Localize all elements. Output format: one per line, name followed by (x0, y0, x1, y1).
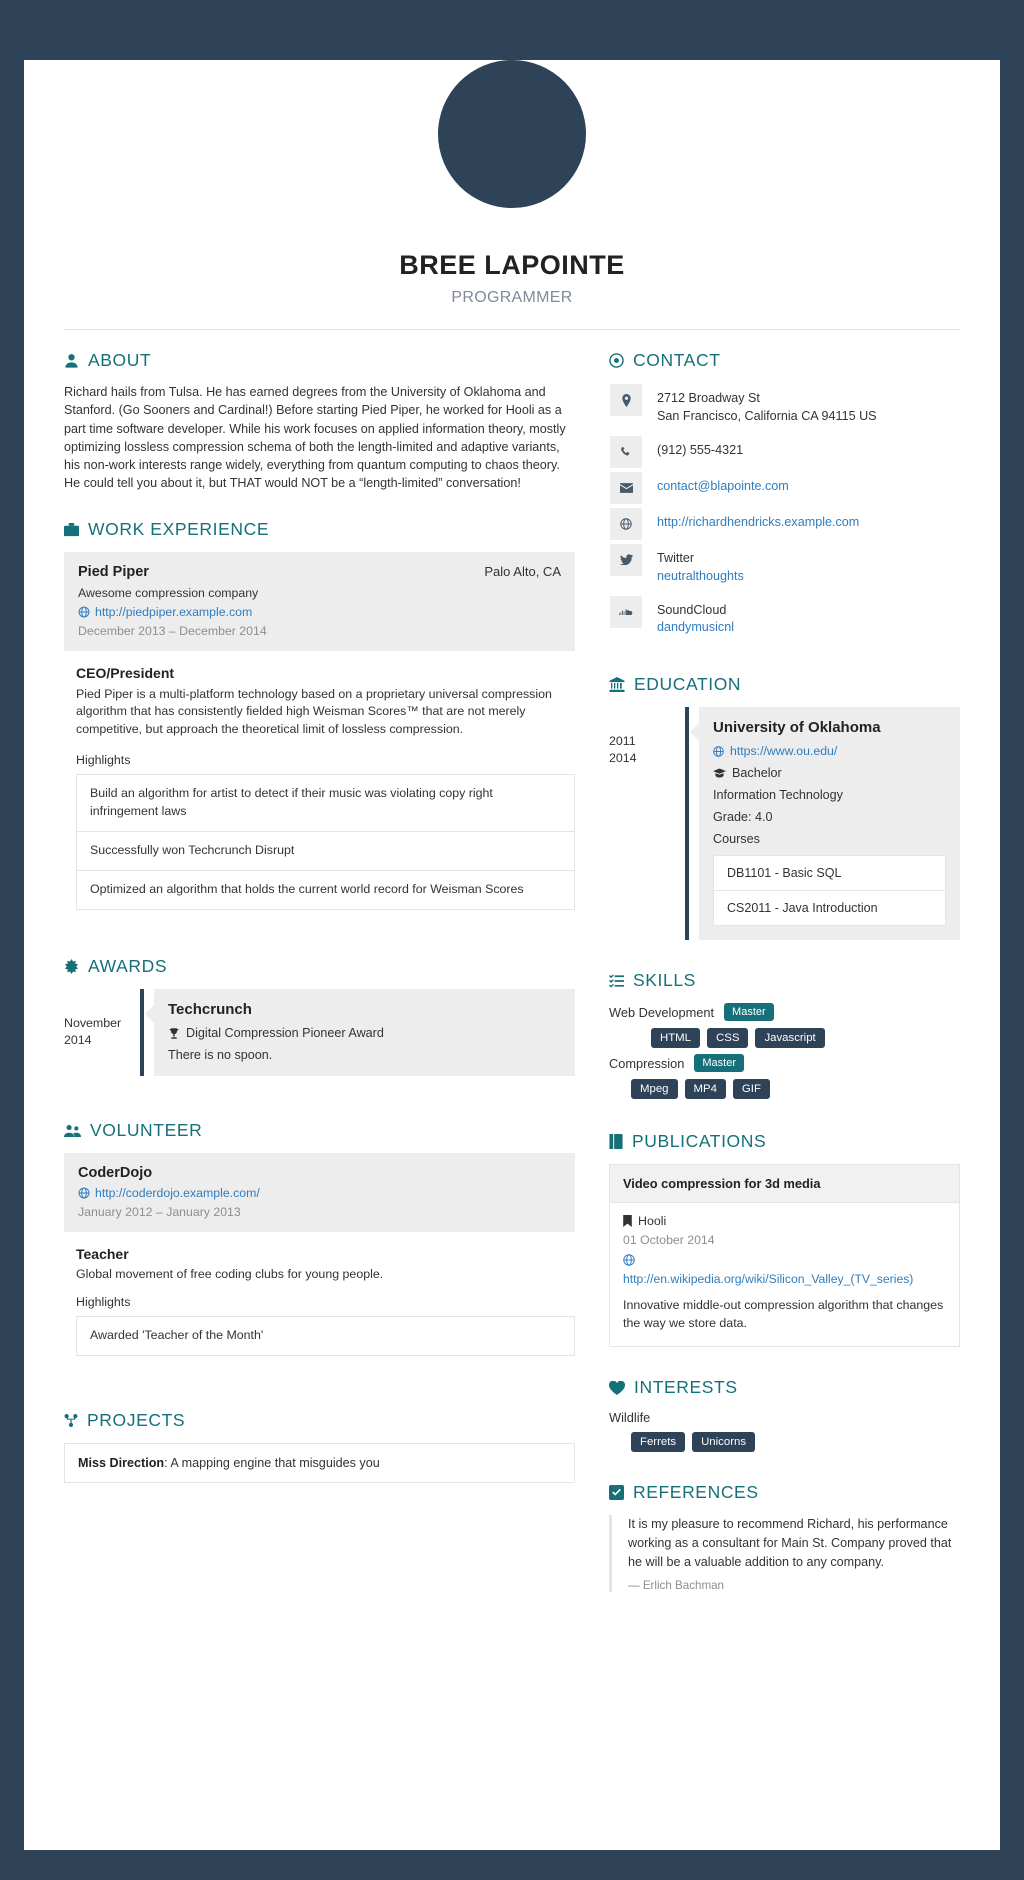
skill-item (609, 1003, 960, 1021)
email-link[interactable]: contact@blapointe.com (657, 478, 789, 493)
tag: Ferrets (631, 1432, 685, 1452)
interest-item (609, 1410, 960, 1425)
tag: Javascript (755, 1028, 824, 1048)
section-projects-label: PROJECTS (87, 1410, 186, 1431)
education-courses (713, 855, 946, 926)
section-projects-title (64, 1410, 575, 1431)
trophy-icon (168, 1027, 180, 1040)
contact-phone: (912) 555-4321 (657, 442, 744, 457)
tag: GIF (733, 1079, 770, 1099)
volunteer-website-link[interactable]: http://coderdojo.example.com/ (95, 1186, 260, 1201)
contact-phone-row (609, 435, 960, 469)
tag: Mpeg (631, 1079, 678, 1099)
project-item (64, 1443, 575, 1483)
section-publications-title (609, 1131, 960, 1152)
contact-website-row[interactable] (609, 507, 960, 541)
volunteer-organization: CoderDojo (78, 1165, 153, 1182)
project-separator: : (164, 1456, 171, 1471)
interest-name: Wildlife (609, 1410, 651, 1426)
education-date-line1: 2011 (609, 734, 636, 749)
education-timeline (609, 707, 960, 940)
education-date (609, 707, 677, 940)
publication-card (609, 1164, 960, 1347)
awards-timeline (64, 989, 575, 1076)
section-work-title (64, 519, 575, 540)
work-summary: Pied Piper is a multi-platform technology based on a proprietary universal compression algorithm that has consistently fielded high Weisman Scores™ that are not merely competitive, but approach the theoretical limit of lossless compression. (76, 686, 552, 737)
right-column (609, 344, 960, 1592)
work-highlights-label: Highlights (76, 753, 131, 768)
project-name: Miss Direction (78, 1456, 165, 1471)
section-work-label: WORK EXPERIENCE (88, 518, 270, 539)
contact-website[interactable] (643, 507, 859, 539)
section-interests-title (609, 1377, 960, 1398)
section-about-label: ABOUT (88, 350, 152, 370)
work-highlights (76, 774, 575, 910)
volunteer-website-row[interactable] (78, 1186, 561, 1200)
timeline-bar (132, 989, 154, 1076)
work-company: Pied Piper (78, 563, 149, 580)
address-line-2: San Francisco, California CA 94115 US (657, 408, 877, 423)
globe-icon (609, 507, 643, 541)
tag: MP4 (685, 1079, 726, 1099)
person-icon (64, 353, 79, 369)
briefcase-icon (64, 522, 79, 537)
avatar (438, 60, 586, 208)
reference-quote: It is my pleasure to recommend Richard, his performance working as a consultant for Main St. Company proved that he will be a valuable addition to any company. (628, 1517, 952, 1570)
volunteer-dates: January 2012 – January 2013 (78, 1205, 241, 1220)
globe-icon (623, 1254, 946, 1266)
sitemap-icon (64, 1413, 78, 1428)
publication-release-date: 01 October 2014 (623, 1233, 715, 1248)
section-references-title (609, 1482, 960, 1503)
website-link[interactable]: http://richardhendricks.example.com (657, 514, 860, 529)
award-summary: There is no spoon. (168, 1048, 273, 1063)
contact-twitter-row[interactable] (609, 543, 960, 593)
education-card (699, 707, 960, 940)
section-contact-label: CONTACT (633, 350, 721, 370)
icon-chip (610, 544, 642, 576)
icon-chip (610, 384, 642, 416)
timeline-bar (677, 707, 699, 940)
people-icon (64, 1124, 81, 1138)
header-label: PROGRAMMER (451, 289, 573, 306)
awards-date (64, 989, 132, 1076)
volunteer-card (64, 1153, 575, 1232)
globe-icon (713, 746, 724, 757)
volunteer-highlights (76, 1316, 575, 1356)
section-skills-label: SKILLS (633, 970, 696, 991)
soundcloud-label: SoundCloud (657, 602, 727, 617)
about-summary: Richard hails from Tulsa. He has earned degrees from the University of Oklahoma and Stanford. (Go Sooners and Cardinal!) Before starting Pied Piper, he worked for Hooli as a part time software developer. While his work focuses on applied information theory, mostly optimizing lossless compression schema of both the length-limited and adaptive variants, his non-work interests range widely, everything from quantum computing to chaos theory. He could tell you about it, but THAT would NOT be a “length-limited” conversation! (64, 385, 566, 491)
section-education-title (609, 674, 960, 695)
content-columns (24, 330, 1000, 1592)
globe-icon (78, 606, 90, 618)
list-item: Optimized an algorithm that holds the current world record for Weisman Scores (77, 871, 574, 910)
contact-soundcloud[interactable] (643, 595, 734, 645)
work-website-row[interactable] (78, 605, 561, 619)
education-url-row[interactable] (713, 744, 946, 758)
project-description: A mapping engine that misguides you (170, 1456, 380, 1471)
skill-level-badge: Master (694, 1054, 744, 1072)
section-volunteer-title (64, 1120, 575, 1141)
awards-date-line1: November (64, 1016, 122, 1031)
award-title: Digital Compression Pioneer Award (186, 1026, 384, 1041)
publication-publisher-row (623, 1214, 946, 1228)
icon-chip (610, 596, 642, 628)
page-title: BREE LAPOINTE (399, 250, 625, 280)
icon-chip (610, 508, 642, 540)
volunteer-highlights-label: Highlights (76, 1295, 131, 1310)
publication-body (610, 1203, 959, 1346)
soundcloud-icon (609, 595, 643, 629)
book-icon (609, 1134, 623, 1149)
contact-address (643, 383, 877, 433)
section-contact-title (609, 350, 960, 371)
icon-chip (610, 436, 642, 468)
skill-name: Compression (609, 1055, 685, 1071)
skill-item (609, 1054, 960, 1072)
contact-soundcloud-row[interactable] (609, 595, 960, 645)
address-line-1: 2712 Broadway St (657, 391, 760, 405)
asterisk-icon (64, 959, 79, 974)
interest-keywords (631, 1432, 960, 1452)
graduation-cap-icon (713, 768, 726, 778)
list-item: Build an algorithm for artist to detect if their music was violating copy right infringement laws (77, 775, 574, 832)
bookmark-icon (623, 1215, 632, 1227)
work-position: CEO/President (76, 664, 175, 681)
skill-level-badge: Master (724, 1003, 774, 1021)
publication-summary: Innovative middle-out compression algorithm that changes the way we store data. (623, 1298, 944, 1331)
work-card (64, 552, 575, 651)
section-interests-label: INTERESTS (634, 1377, 738, 1398)
education-courses-label: Courses (713, 832, 760, 847)
icon-chip (610, 472, 642, 504)
tag: Unicorns (692, 1432, 755, 1452)
check-square-icon (609, 1485, 624, 1500)
education-date-line2: 2014 (609, 750, 637, 765)
envelope-icon (609, 471, 643, 505)
award-title-row (168, 1026, 561, 1040)
volunteer-position: Teacher (76, 1246, 129, 1263)
twitter-icon (609, 543, 643, 577)
work-website-link[interactable]: http://piedpiper.example.com (95, 604, 253, 619)
education-institution: University of Oklahoma (713, 719, 881, 737)
resume-page (24, 60, 1000, 1850)
list-item: DB1101 - Basic SQL (714, 856, 945, 891)
skill-keywords (631, 1079, 960, 1099)
section-about-title (64, 350, 575, 371)
education-studytype-row (713, 766, 946, 780)
tag: HTML (651, 1028, 700, 1048)
left-column (64, 344, 609, 1592)
soundcloud-handle[interactable]: dandymusicnl (657, 620, 735, 635)
volunteer-summary: Global movement of free coding clubs for young people. (76, 1267, 384, 1282)
publication-name: Video compression for 3d media (610, 1165, 959, 1203)
section-education-label: EDUCATION (634, 674, 742, 695)
list-item: CS2011 - Java Introduction (727, 901, 878, 916)
contact-email-row[interactable] (609, 471, 960, 505)
award-card (154, 989, 575, 1076)
list-item: Awarded 'Teacher of the Month' (77, 1317, 574, 1356)
twitter-label: Twitter (657, 550, 695, 565)
publication-url[interactable]: http://en.wikipedia.org/wiki/Silicon_Valley_(TV_series) (623, 1272, 914, 1287)
section-publications-label: PUBLICATIONS (632, 1131, 767, 1152)
heart-icon (609, 1381, 625, 1395)
tag: CSS (707, 1028, 748, 1048)
education-study-type: Bachelor (732, 766, 782, 781)
contact-email[interactable] (643, 471, 789, 503)
list-item: Successfully won Techcrunch Disrupt (77, 832, 574, 871)
work-dates: December 2013 – December 2014 (78, 623, 267, 638)
section-references-label: REFERENCES (633, 1482, 759, 1503)
list-check-icon (609, 974, 624, 988)
contact-twitter[interactable] (643, 543, 744, 593)
phone-icon (609, 435, 643, 469)
awards-date-line2: 2014 (64, 1033, 92, 1048)
section-skills-title (609, 970, 960, 991)
reference-item (609, 1515, 960, 1592)
target-icon (609, 353, 624, 368)
education-url-link[interactable]: https://www.ou.edu/ (730, 744, 838, 759)
skill-keywords (651, 1028, 960, 1048)
work-description: Awesome compression company (78, 585, 259, 600)
work-location: Palo Alto, CA (484, 563, 561, 579)
education-gpa: Grade: 4.0 (713, 810, 773, 825)
reference-author: — Erlich Bachman (628, 1578, 725, 1592)
award-awarder: Techcrunch (168, 1001, 252, 1019)
section-awards-label: AWARDS (88, 956, 168, 977)
publication-publisher: Hooli (638, 1214, 667, 1229)
location-pin-icon (609, 383, 643, 417)
twitter-handle[interactable]: neutralthoughts (657, 568, 744, 583)
globe-icon (78, 1187, 90, 1199)
bank-icon (609, 677, 625, 692)
section-volunteer-label: VOLUNTEER (90, 1120, 203, 1141)
work-header (78, 564, 561, 580)
contact-address-row (609, 383, 960, 433)
education-area: Information Technology (713, 788, 843, 803)
section-awards-title (64, 956, 575, 977)
skill-name: Web Development (609, 1004, 715, 1020)
